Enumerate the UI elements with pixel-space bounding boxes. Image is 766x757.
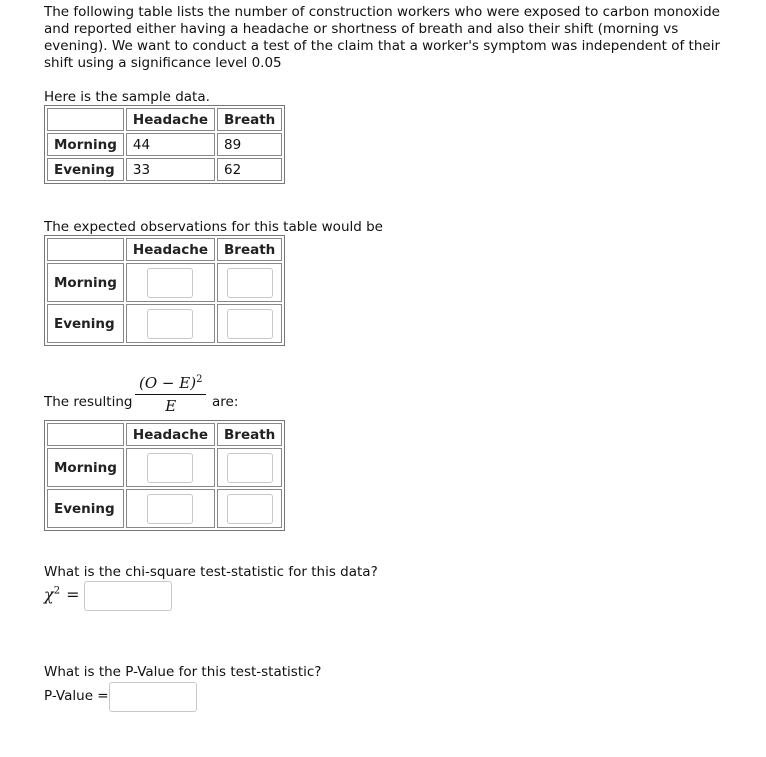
table-row (47, 304, 282, 343)
chi-square-question: What is the chi-square test-statistic for this data? (44, 564, 378, 580)
cell-result-evening-breath (217, 489, 282, 528)
table-row (47, 158, 282, 181)
cell-expected-evening-breath (217, 304, 282, 343)
row-label-morning: Morning (47, 263, 124, 302)
chi-component-formula (135, 374, 206, 415)
p-value-input[interactable] (109, 682, 197, 712)
header-headache: Headache (126, 108, 215, 131)
p-value-label: P-Value = (44, 688, 109, 704)
header-breath: Breath (217, 238, 282, 261)
expected-evening-headache-input[interactable] (147, 309, 193, 339)
chi-square-symbol: $\chi^2$ = (44, 585, 80, 604)
resulting-table (44, 420, 285, 531)
result-evening-breath-input[interactable] (227, 494, 273, 524)
header-headache: Headache (126, 238, 215, 261)
row-label-evening: Evening (47, 158, 124, 181)
table-row (47, 263, 282, 302)
expected-table (44, 235, 285, 346)
sample-caption: Here is the sample data. (44, 89, 210, 105)
result-morning-breath-input[interactable] (227, 453, 273, 483)
result-evening-headache-input[interactable] (147, 494, 193, 524)
expected-morning-headache-input[interactable] (147, 268, 193, 298)
resulting-prefix: The resulting (44, 394, 133, 410)
corner-cell (47, 108, 124, 131)
header-headache: Headache (126, 423, 215, 446)
cell-expected-morning-breath (217, 263, 282, 302)
expected-morning-breath-input[interactable] (227, 268, 273, 298)
resulting-suffix: are: (212, 394, 239, 410)
header-breath: Breath (217, 108, 282, 131)
header-breath: Breath (217, 423, 282, 446)
corner-cell (47, 423, 124, 446)
expected-evening-breath-input[interactable] (227, 309, 273, 339)
cell-expected-evening-headache (126, 304, 215, 343)
cell-evening-breath: 62 (217, 158, 282, 181)
cell-result-morning-headache (126, 448, 215, 487)
sample-data-table (44, 105, 285, 184)
row-label-evening: Evening (47, 304, 124, 343)
cell-morning-headache: 44 (126, 133, 215, 156)
result-morning-headache-input[interactable] (147, 453, 193, 483)
chi-square-input[interactable] (84, 581, 172, 611)
corner-cell (47, 238, 124, 261)
row-label-morning: Morning (47, 448, 124, 487)
row-label-morning: Morning (47, 133, 124, 156)
expected-caption: The expected observations for this table would be (44, 219, 383, 235)
formula-denominator: E (165, 397, 177, 415)
cell-expected-morning-headache (126, 263, 215, 302)
p-value-question: What is the P-Value for this test-statistic? (44, 664, 322, 680)
table-row (47, 423, 282, 446)
row-label-evening: Evening (47, 489, 124, 528)
formula-numerator: $(O - E)^2$ (135, 374, 206, 395)
table-row (47, 108, 282, 131)
cell-evening-headache: 33 (126, 158, 215, 181)
table-row (47, 238, 282, 261)
table-row (47, 489, 282, 528)
problem-statement: The following table lists the number of construction workers who were exposed to carbon monoxide and reported either having a headache or shortness of breath and also their shift (morning vs evening). We want to conduct a test of the claim that a worker's symptom was independent of their shift using a significance level 0.05 (44, 4, 720, 71)
table-row (47, 133, 282, 156)
table-row (47, 448, 282, 487)
cell-result-evening-headache (126, 489, 215, 528)
cell-result-morning-breath (217, 448, 282, 487)
cell-morning-breath: 89 (217, 133, 282, 156)
